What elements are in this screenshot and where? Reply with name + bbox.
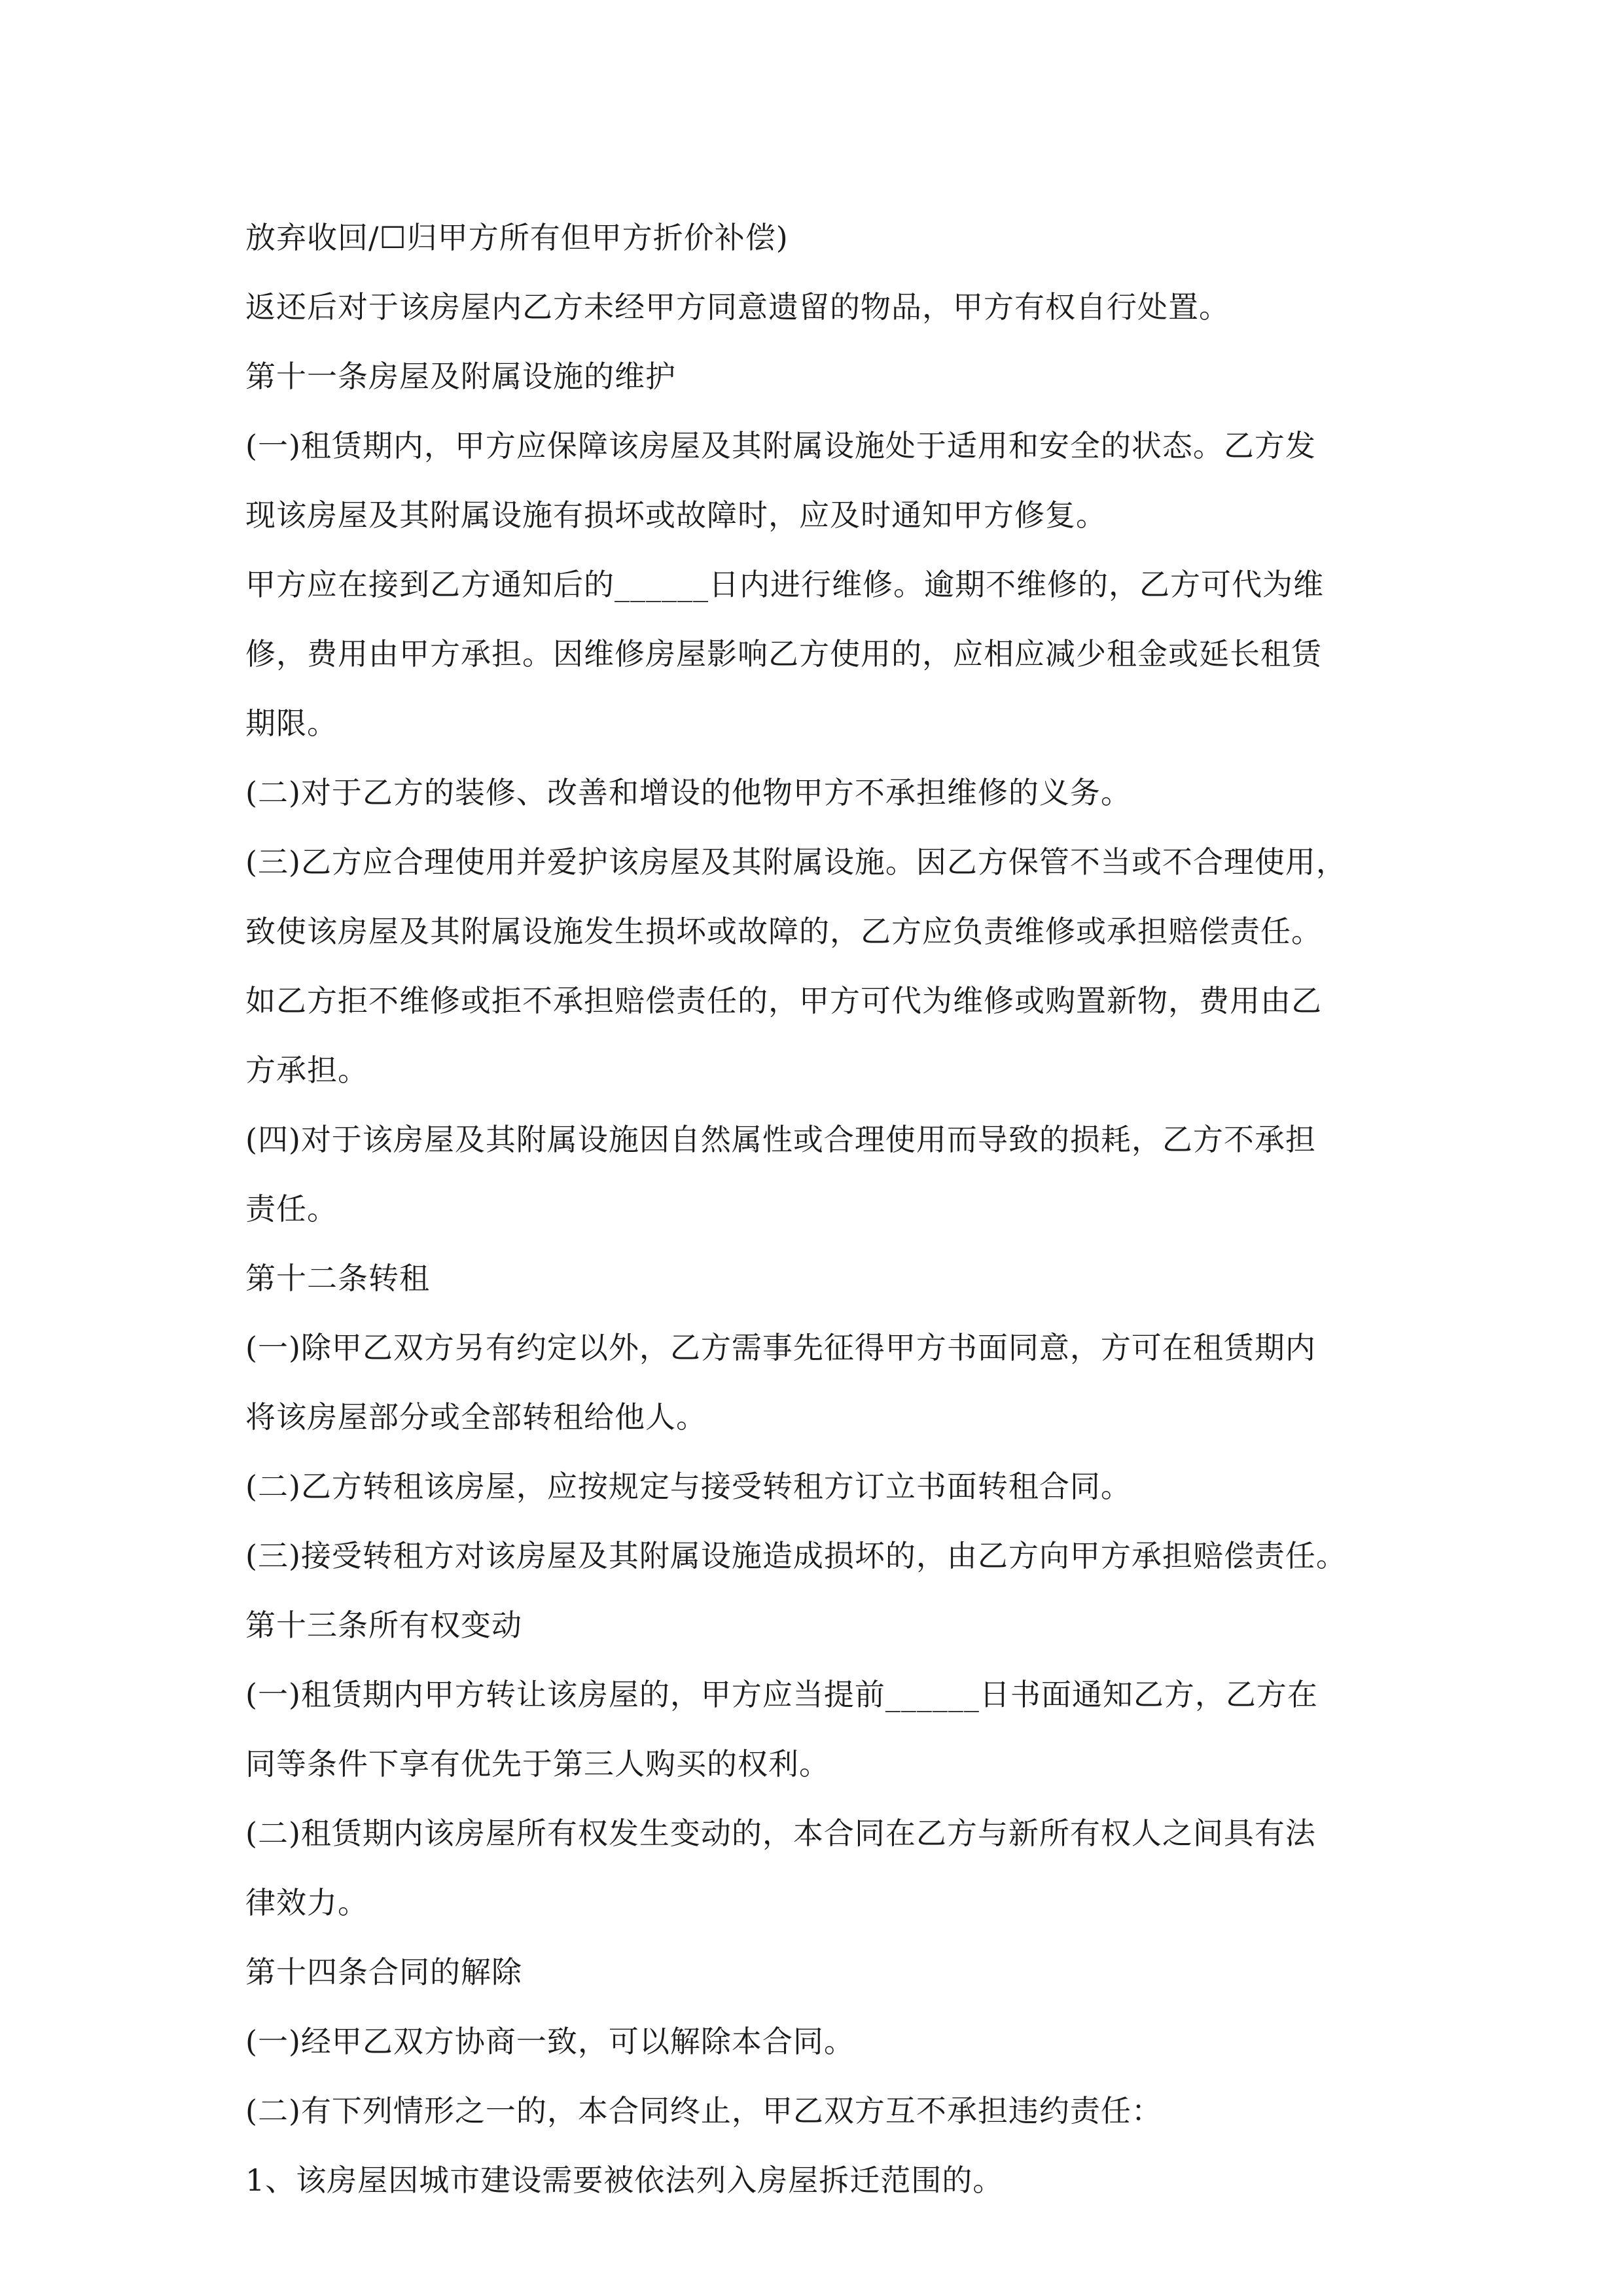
text-line: 1、该房屋因城市建设需要被依法列入房屋拆迁范围的。 xyxy=(245,2162,1004,2198)
text-line: 责任。 xyxy=(245,1191,338,1227)
section-heading: 第十四条合同的解除 xyxy=(245,1954,522,1990)
text-line: (一)租赁期内，甲方应保障该房屋及其附属设施处于适用和安全的状态。乙方发 xyxy=(245,428,1316,463)
text-line: (二)有下列情形之一的，本合同终止，甲乙双方互不承担违约责任： xyxy=(245,2093,1162,2128)
section-heading: 第十二条转租 xyxy=(245,1261,430,1296)
text-line: (四)对于该房屋及其附属设施因自然属性或合理使用而导致的损耗，乙方不承担 xyxy=(245,1122,1316,1157)
text-line: 方承担。 xyxy=(245,1052,368,1088)
text-line: 将该房屋部分或全部转租给他人。 xyxy=(245,1399,707,1435)
text-line: (二)租赁期内该房屋所有权发生变动的，本合同在乙方与新所有权人之间具有法 xyxy=(245,1816,1316,1851)
section-heading: 第十一条房屋及附属设施的维护 xyxy=(245,359,676,394)
document-body xyxy=(245,203,1397,2215)
text-line: 甲方应在接到乙方通知后的______日内进行维修。逾期不维修的，乙方可代为维 xyxy=(245,567,1324,602)
text-line: 律效力。 xyxy=(245,1885,368,1920)
text-line: 如乙方拒不维修或拒不承担赔偿责任的，甲方可代为维修或购置新物，费用由乙 xyxy=(245,983,1322,1018)
text-line: (一)除甲乙双方另有约定以外，乙方需事先征得甲方书面同意，方可在租赁期内 xyxy=(245,1330,1316,1365)
section-heading: 第十三条所有权变动 xyxy=(245,1607,522,1643)
text-line: (二)乙方转租该房屋，应按规定与接受转租方订立书面转租合同。 xyxy=(245,1469,1132,1504)
text-line: (三)乙方应合理使用并爱护该房屋及其附属设施。因乙方保管不当或不合理使用， xyxy=(245,844,1347,880)
text-line: 致使该房屋及其附属设施发生损坏或故障的，乙方应负责维修或承担赔偿责任。 xyxy=(245,914,1322,949)
text-line: (二)对于乙方的装修、改善和增设的他物甲方不承担维修的义务。 xyxy=(245,775,1132,810)
text-line: (一)经甲乙双方协商一致，可以解除本合同。 xyxy=(245,2024,855,2059)
text-line: 放弃收回/☐归甲方所有但甲方折价补偿) xyxy=(245,220,789,255)
text-line: 修，费用由甲方承担。因维修房屋影响乙方使用的，应相应减少租金或延长租赁 xyxy=(245,636,1322,672)
text-line: 期限。 xyxy=(245,706,338,741)
text-line: (三)接受转租方对该房屋及其附属设施造成损坏的，由乙方向甲方承担赔偿责任。 xyxy=(245,1538,1347,1573)
text-line: (一)租赁期内甲方转让该房屋的，甲方应当提前______日书面通知乙方，乙方在 xyxy=(245,1677,1318,1712)
text-line: 同等条件下享有优先于第三人购买的权利。 xyxy=(245,1746,830,1782)
text-line: 现该房屋及其附属设施有损坏或故障时，应及时通知甲方修复。 xyxy=(245,497,1107,533)
text-line: 返还后对于该房屋内乙方未经甲方同意遗留的物品，甲方有权自行处置。 xyxy=(245,289,1230,325)
